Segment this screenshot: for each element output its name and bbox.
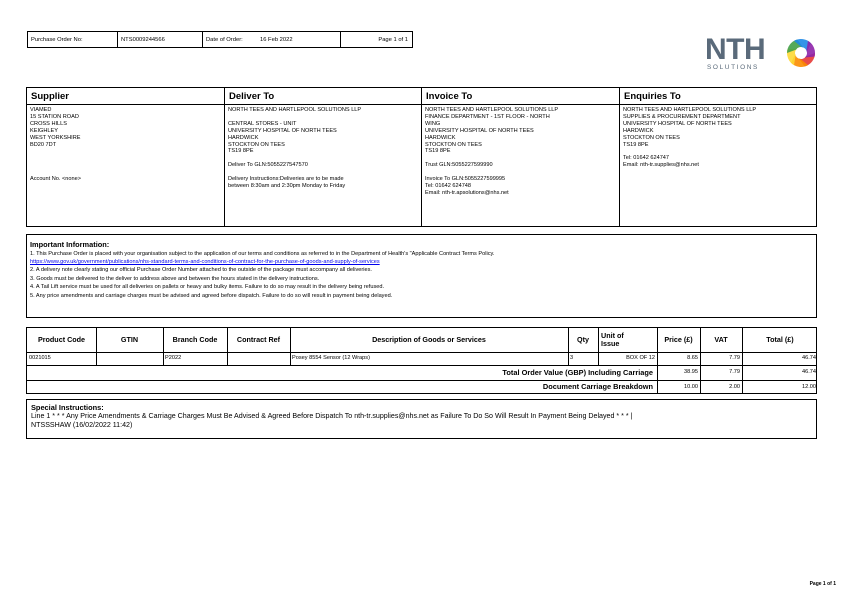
row-total: 46.74: [802, 355, 816, 361]
col-vat: VAT: [714, 335, 728, 344]
address-panel: [26, 87, 817, 227]
enquiries-line: STOCKTON ON TEES: [623, 134, 680, 141]
important-line-5: 5. Any price amendments and carriage charges must be advised and agreed before dispatch. Failure to do so will result in payment being delayed.: [30, 292, 393, 299]
important-information-panel: [26, 234, 817, 318]
row-branch-code: P2022: [165, 355, 182, 361]
invoice-line: UNIVERSITY HOSPITAL OF NORTH TEES: [425, 127, 534, 134]
deliver-gln: Deliver To GLN:5055227547570: [228, 162, 308, 169]
deliver-line: HARDWICK: [228, 134, 259, 141]
po-number-value: NTS0009244566: [121, 37, 165, 43]
invoice-to-section: [422, 88, 619, 226]
logo-subtext: SOLUTIONS: [707, 64, 759, 71]
enquiries-line: HARDWICK: [623, 127, 654, 134]
invoice-line: NORTH TEES AND HARTLEPOOL SOLUTIONS LLP: [425, 107, 559, 113]
col-branch-code: Branch Code: [172, 335, 218, 344]
col-product-code: Product Code: [37, 335, 86, 344]
deliver-to-section: [225, 88, 421, 226]
col-unit-of-issue: Unit of Issue: [601, 331, 624, 348]
supplier-account: Account No. <none>: [30, 176, 82, 182]
important-line-3: 3. Goods must be delivered to the deliver to address above and between the hours stated in the delivery instructions.: [30, 275, 320, 282]
supplier-line: VIAMED: [30, 107, 52, 113]
row-qty: 3: [570, 355, 574, 361]
important-line-4: 4. A Tail Lift service must be used for all deliveries on pallets or heavy and bulky items. Failure to do so may result in the delivery being refused.: [30, 284, 385, 291]
col-total: Total (£): [766, 335, 794, 344]
total-order-vat: 7.79: [729, 369, 740, 375]
invoice-line: WING: [425, 120, 441, 127]
delivery-instructions: between 8:30am and 2:30pm Monday to Friday: [228, 182, 346, 189]
enquiries-email: Email: nth-tr.supplies@nhs.net: [623, 162, 699, 169]
terms-policy-link[interactable]: https://www.gov.uk/government/publications/nhs-standard-terms-and-conditions-of-contract-for-the-purchase-of-goods-and-supply-of-services: [30, 258, 380, 265]
col-gtin: GTIN: [120, 335, 139, 344]
deliver-line: UNIVERSITY HOSPITAL OF NORTH TEES: [228, 127, 337, 134]
po-number-label: Purchase Order No:: [31, 37, 83, 43]
delivery-instructions: Delivery Instructions:Deliveries are to be made: [228, 176, 344, 183]
carriage-label: Document Carriage Breakdown: [542, 382, 653, 391]
special-instructions-panel: [26, 399, 817, 439]
total-order-row: [27, 366, 816, 380]
supplier-line: KEIGHLEY: [30, 127, 58, 134]
supplier-title: Supplier: [27, 88, 224, 105]
enquiries-line: SUPPLIES & PROCUREMENT DEPARTMENT: [623, 113, 741, 120]
total-order-price: 38.95: [684, 369, 698, 375]
special-line-2: NTSSSHAW (16/02/2022 11:42): [31, 421, 133, 429]
supplier-line: WEST YORKSHIRE: [30, 134, 81, 141]
deliver-to-title: Deliver To: [225, 88, 421, 105]
carriage-price: 10.00: [684, 384, 698, 390]
invoice-to-title: Invoice To: [422, 88, 619, 105]
logo-wordmark: NTH: [705, 33, 766, 66]
order-date-value: 16 Feb 2022: [260, 37, 293, 43]
carriage-row: [27, 381, 816, 395]
enquiries-tel: Tel: 01642 624747: [623, 155, 670, 162]
table-row: [27, 353, 816, 365]
deliver-line: CENTRAL STORES - UNIT: [228, 120, 297, 127]
enquiries-line: NORTH TEES AND HARTLEPOOL SOLUTIONS LLP: [623, 107, 757, 113]
col-price: Price (£): [664, 335, 693, 344]
invoice-line: TS19 8PE: [425, 148, 451, 155]
supplier-section: [27, 88, 224, 226]
order-header: [27, 31, 413, 48]
row-product-code: 0021015: [29, 355, 51, 361]
logo-swirl-icon: [785, 36, 817, 70]
deliver-line: TS19 8PE: [228, 148, 254, 155]
col-description: Description of Goods or Services: [372, 335, 486, 344]
special-line-1: Line 1 * * * Any Price Amendments & Carriage Charges Must Be Advised & Agreed Before Dispatch To nth-tr.supplies@nhs.net as Failure To Do So Will Result In Payment Being Delayed * * * |: [31, 412, 633, 420]
col-contract-ref: Contract Ref: [236, 335, 281, 344]
important-line-2: 2. A delivery note clearly stating our official Purchase Order Number attached to the outside of the package must accompany all deliveries.: [30, 267, 372, 274]
order-items-table: [26, 327, 817, 394]
enquiries-line: TS19 8PE: [623, 141, 649, 148]
row-price: 8.65: [687, 355, 698, 361]
special-title: Special Instructions:: [31, 403, 104, 412]
invoice-line: FINANCE DEPARTMENT - 1ST FLOOR - NORTH: [425, 113, 550, 120]
enquiries-to-title: Enquiries To: [620, 88, 816, 105]
supplier-line: BD20 7DT: [30, 141, 57, 148]
total-order-total: 46.74: [802, 369, 816, 375]
nth-solutions-logo: [705, 34, 817, 74]
invoice-line: STOCKTON ON TEES: [425, 141, 482, 148]
page-indicator: Page 1 of 1: [378, 37, 408, 43]
row-vat: 7.79: [729, 355, 740, 361]
invoice-tel: Tel: 01642 624748: [425, 182, 472, 189]
invoice-gln: Invoice To GLN:5055227599995: [425, 176, 506, 183]
carriage-vat: 2.00: [729, 384, 740, 390]
important-line-1: 1. This Purchase Order is placed with your organisation subject to the application of our terms and conditions as referred to in the Department of Health's "Applicable Contract Terms Policy.: [30, 250, 495, 257]
deliver-line: STOCKTON ON TEES: [228, 141, 285, 148]
enquiries-to-section: [620, 88, 816, 226]
footer-page-number: Page 1 of 1: [809, 581, 836, 587]
carriage-total: 12.00: [802, 384, 816, 390]
supplier-line: CROSS HILLS: [30, 120, 67, 127]
supplier-line: 15 STATION ROAD: [30, 113, 79, 120]
row-unit-of-issue: BOX OF 12: [626, 355, 655, 361]
trust-gln: Trust GLN:5055227599990: [425, 162, 493, 169]
important-title: Important Information:: [30, 240, 110, 249]
row-description: Posey 8554 Sensor (12 Wraps): [292, 355, 370, 361]
order-date-label: Date of Order:: [206, 37, 243, 43]
col-qty: Qty: [577, 335, 589, 344]
invoice-email: Email: nth-tr.apsolutions@nhs.net: [425, 189, 509, 196]
enquiries-line: UNIVERSITY HOSPITAL OF NORTH TEES: [623, 120, 732, 127]
invoice-line: HARDWICK: [425, 134, 456, 141]
deliver-line: NORTH TEES AND HARTLEPOOL SOLUTIONS LLP: [228, 107, 362, 113]
total-order-label: Total Order Value (GBP) Including Carriage: [502, 368, 653, 377]
